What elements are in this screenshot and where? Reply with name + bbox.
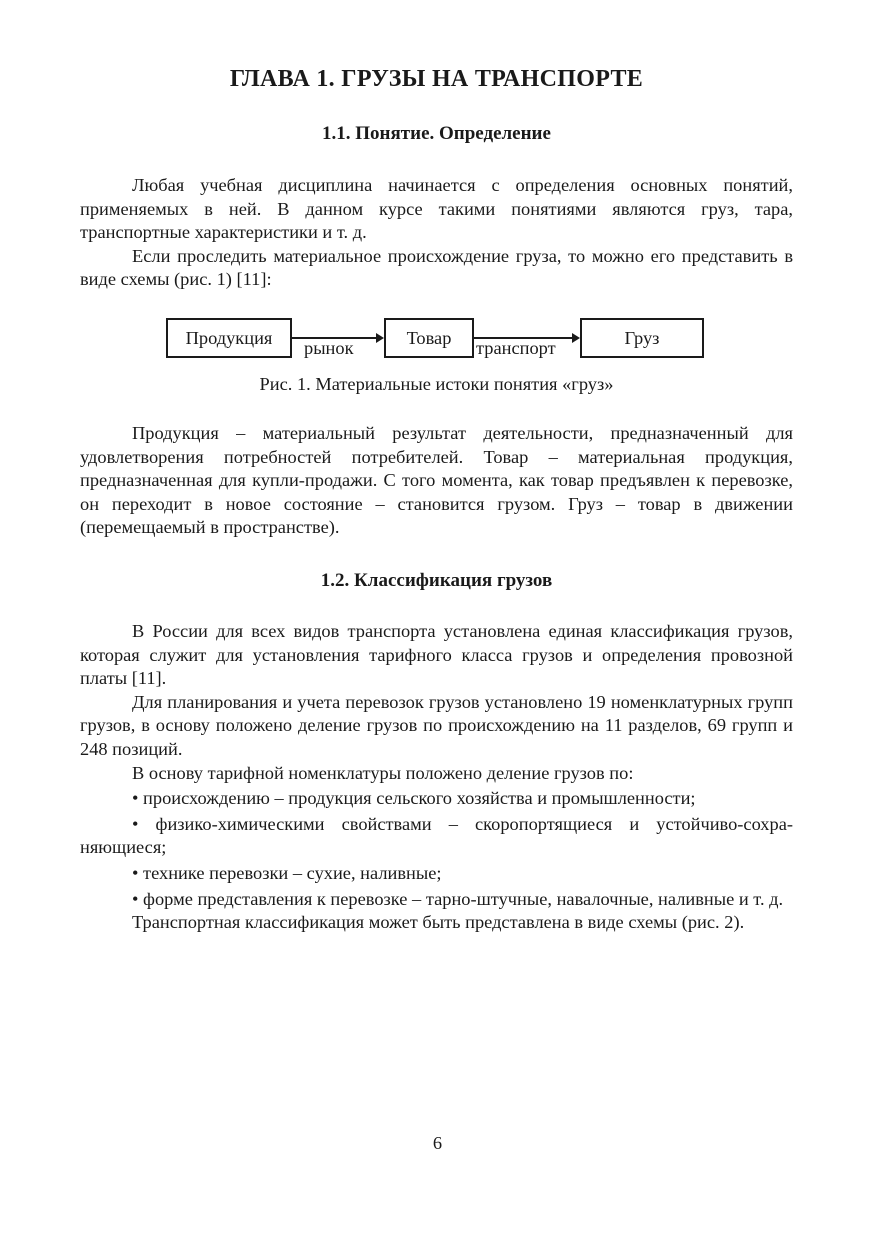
node-tovar: Товар [384,318,474,358]
edge-label-rynok: рынок [304,338,354,358]
paragraph: Если проследить материальное происхождение груза, то можно его представить в виде схемы (рис. 1) [11]: [80,245,793,290]
paragraph: Для планирования и учета перевозок грузов установлено 19 номенклатурных групп грузов, в основу положено деление грузов по происхождению на 11 разделов, 69 групп и 248 позиций. [80,691,793,759]
node-produktsiya: Продукция [166,318,292,358]
edge-label-transport: транспорт [476,338,556,358]
list-item: • технике перевозки – сухие, наливные; [132,862,442,883]
list-item: • физико-химическими свойствами – скоропортящиеся и устойчиво-сохраняющиеся; [80,813,793,858]
chapter-title: ГЛАВА 1. ГРУЗЫ НА ТРАНСПОРТЕ [229,66,644,92]
section-1-2-body [80,620,793,935]
paragraph: В основу тарифной номенклатуры положено деление грузов по: [132,762,634,783]
page-number: 6 [432,1133,443,1153]
arrow-right-icon [376,333,384,343]
figure-1-caption: Рис. 1. Материальные истоки понятия «груз» [259,374,614,394]
paragraph: В России для всех видов транспорта установлена единая классификация грузов, которая служит для установления тарифного класса грузов и определения провозной платы [11]. [80,621,793,689]
node-gruz: Груз [580,318,704,358]
section-title-1-1: 1.1. Понятие. Определение [322,123,551,144]
list-item: • форме представления к перевозке – тарно-штучные, навалочные, наливные и т. д. [132,888,784,909]
figure-1-diagram [166,312,711,368]
paragraph: Продукция – материальный результат деятельности, предназначенный для удовлетворения потребностей потребителей. Товар – материальная продукция, предназначенная для купли-продажи. С того момента, как товар предъявлен к перевозке, он переходит в новое состояние – становится грузом. Груз – товар в движении (перемещаемый в пространстве). [80,423,793,538]
list-item: • происхождению – продукция сельского хозяйства и промышленности; [132,788,696,809]
section-1-1-definitions [80,422,793,540]
arrow-right-icon [572,333,580,343]
paragraph: Транспортная классификация может быть представлена в виде схемы (рис. 2). [132,912,745,933]
section-title-1-2: 1.2. Классификация грузов [320,570,553,591]
paragraph: Любая учебная дисциплина начинается с определения основных понятий, применяемых в ней. В данном курсе такими понятиями являются груз, тара, транспортные характеристики и т. д. [80,175,793,243]
section-1-1-intro [80,174,793,292]
